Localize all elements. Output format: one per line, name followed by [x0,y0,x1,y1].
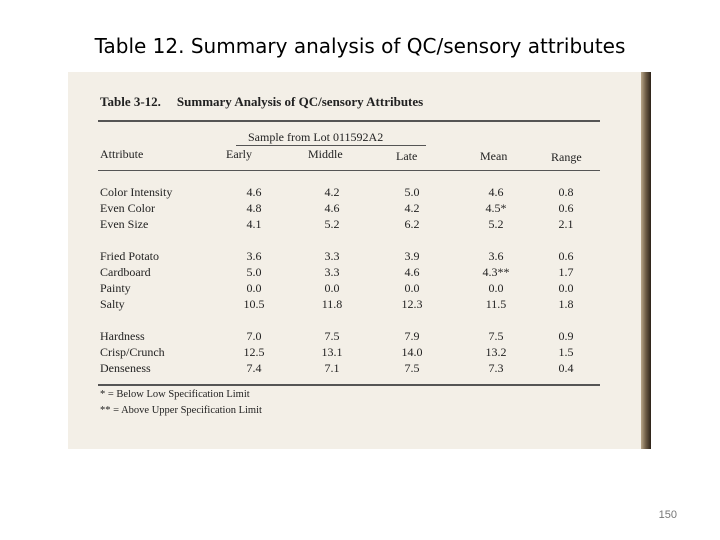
scan-page-edge [641,72,651,449]
cell-middle: 0.0 [324,281,340,295]
col-header-middle: Middle [308,147,343,161]
cell-attribute: Even Size [100,217,149,231]
cell-early: 4.8 [246,201,262,215]
col-header-range: Range [551,150,582,164]
sample-rule [236,145,426,146]
col-header-attribute: Attribute [100,147,144,161]
header-rule [98,170,600,171]
cell-middle: 4.6 [324,201,340,215]
cell-mean: 0.0 [488,281,504,295]
cell-range: 1.8 [558,297,574,311]
cell-late: 5.0 [404,185,420,199]
cell-late: 4.6 [404,265,420,279]
table-row [68,265,651,281]
cell-attribute: Color Intensity [100,185,173,199]
cell-range: 0.0 [558,281,574,295]
cell-mean: 5.2 [488,217,504,231]
table-row [68,345,651,361]
table-row [68,361,651,377]
table-row [68,297,651,313]
cell-middle: 13.1 [321,345,343,359]
cell-middle: 7.1 [324,361,340,375]
cell-late: 4.2 [404,201,420,215]
cell-late: 12.3 [401,297,423,311]
cell-early: 3.6 [246,249,262,263]
cell-middle: 11.8 [321,297,343,311]
cell-early: 0.0 [246,281,262,295]
cell-late: 6.2 [404,217,420,231]
scanned-table-image [68,72,651,449]
col-header-mean: Mean [480,149,508,163]
table-row [68,185,651,201]
table-row [68,217,651,233]
slide-title: Table 12. Summary analysis of QC/sensory attributes [94,34,626,58]
cell-early: 4.6 [246,185,262,199]
cell-attribute: Fried Potato [100,249,159,263]
table-row [68,249,651,265]
cell-middle: 7.5 [324,329,340,343]
cell-mean: 11.5 [485,297,507,311]
cell-late: 0.0 [404,281,420,295]
cell-range: 0.9 [558,329,574,343]
cell-early: 7.0 [246,329,262,343]
cell-early: 7.4 [246,361,262,375]
cell-attribute: Denseness [100,361,151,375]
cell-attribute: Even Color [100,201,155,215]
cell-middle: 3.3 [324,265,340,279]
bottom-rule [98,384,600,386]
cell-range: 0.8 [558,185,574,199]
col-header-late: Late [396,149,418,163]
sample-header: Sample from Lot 011592A2 [248,130,384,144]
footnote-below-limit: * = Below Low Specification Limit [100,389,250,400]
table-row [68,201,651,217]
table-row [68,281,651,297]
cell-early: 4.1 [246,217,262,231]
cell-early: 10.5 [243,297,265,311]
cell-attribute: Painty [100,281,131,295]
cell-middle: 5.2 [324,217,340,231]
cell-mean: 4.6 [488,185,504,199]
cell-mean: 7.3 [488,361,504,375]
cell-attribute: Cardboard [100,265,151,279]
cell-early: 12.5 [243,345,265,359]
cell-attribute: Salty [100,297,125,311]
page-number: 150 [658,509,677,521]
cell-range: 1.5 [558,345,574,359]
cell-range: 2.1 [558,217,574,231]
cell-middle: 4.2 [324,185,340,199]
cell-late: 7.5 [404,361,420,375]
cell-early: 5.0 [246,265,262,279]
cell-range: 0.4 [558,361,574,375]
cell-range: 0.6 [558,249,574,263]
cell-mean: 13.2 [485,345,507,359]
col-header-early: Early [226,147,252,161]
cell-mean: 7.5 [488,329,504,343]
cell-range: 0.6 [558,201,574,215]
top-rule [98,120,600,122]
cell-late: 14.0 [401,345,423,359]
table-label: Table 3-12. [100,94,161,109]
cell-late: 7.9 [404,329,420,343]
cell-mean: 4.5* [485,201,507,215]
cell-mean: 4.3** [482,265,510,279]
cell-mean: 3.6 [488,249,504,263]
table-caption: Summary Analysis of QC/sensory Attributes [176,94,424,109]
cell-late: 3.9 [404,249,420,263]
table-row [68,329,651,345]
table-title [100,94,423,110]
cell-range: 1.7 [558,265,574,279]
cell-attribute: Hardness [100,329,145,343]
cell-attribute: Crisp/Crunch [100,345,165,359]
cell-middle: 3.3 [324,249,340,263]
footnote-above-limit: ** = Above Upper Specification Limit [100,405,262,416]
